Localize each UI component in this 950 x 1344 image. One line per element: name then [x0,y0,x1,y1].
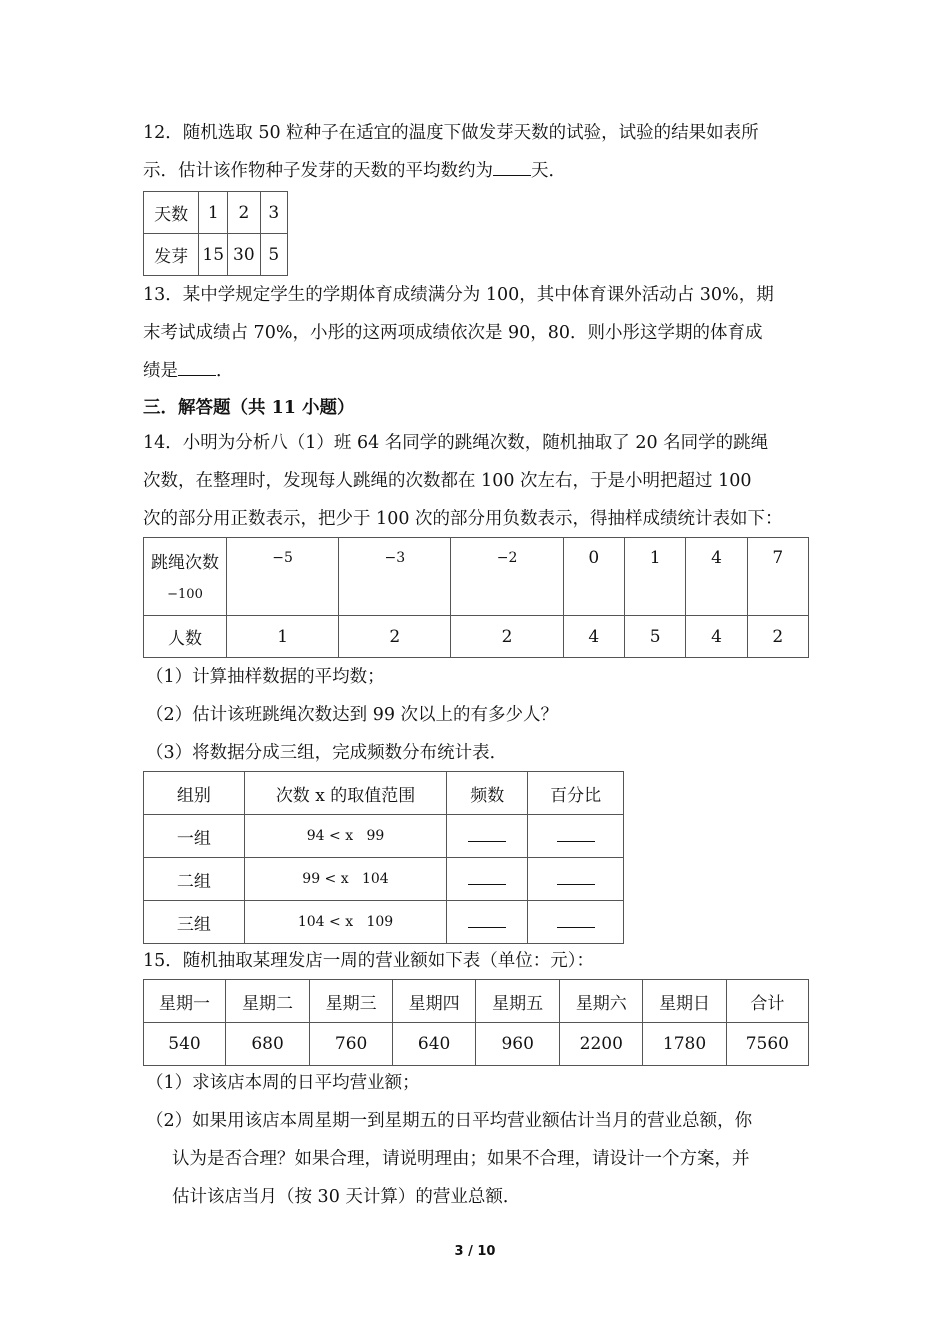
answer-blank [468,909,506,928]
answer-blank [557,909,595,928]
count-cell: 2 [747,616,808,658]
q12-cell: 30 [228,234,261,276]
revenue-table [143,979,809,1066]
count-cell: 2 [339,616,451,658]
percent-blank-cell [528,815,624,858]
answer-blank [557,823,595,842]
q13-line2: 末考试成绩占 70%，小彤的这两项成绩依次是 90，80．则小彤这学期的体育成 [143,323,763,343]
jump-rope-table [143,537,809,658]
q14-sub1: （1）计算抽样数据的平均数； [146,667,385,687]
answer-blank [178,357,216,376]
q12-cell: 天数 [144,192,199,234]
value-cell: 1 [624,538,685,616]
value-cell: −3 [339,538,451,616]
jump-count-header [144,538,227,616]
freq-header: 频数 [447,772,528,815]
q13-line1: 13．某中学规定学生的学期体育成绩满分为 100，其中体育课外活动占 30%，期 [143,285,774,305]
revenue-cell: 540 [144,1023,226,1066]
revenue-cell: 1780 [643,1023,726,1066]
answer-blank [557,866,595,885]
q12-cell: 15 [199,234,228,276]
q12-cell: 3 [260,192,287,234]
value-cell: 4 [686,538,747,616]
q12-line1: 12．随机选取 50 粒种子在适宜的温度下做发芽天数的试验，试验的结果如表所 [143,123,759,143]
frequency-blank-cell [447,901,528,944]
q15-sub2-line2: 认为是否合理？如果合理，请说明理由；如果不合理，请设计一个方案，并 [172,1149,750,1169]
weekday-header: 星期四 [393,980,476,1023]
weekday-header: 星期六 [560,980,643,1023]
q14-line2: 次数，在整理时，发现每人跳绳的次数都在 100 次左右，于是小明把超过 100 [143,471,752,491]
q15-sub2-line1: （2）如果用该店本周星期一到星期五的日平均营业额估计当月的营业总额，你 [146,1111,753,1131]
value-cell: 7 [747,538,808,616]
q14-line3: 次的部分用正数表示，把少于 100 次的部分用负数表示，得抽样成绩统计表如下： [143,509,783,529]
answer-blank [468,823,506,842]
q13-line3-end: ． [216,361,234,381]
frequency-table [143,771,624,944]
total-header: 合计 [726,980,808,1023]
q15-sub1: （1）求该店本周的日平均营业额； [146,1073,420,1093]
value-cell: −5 [227,538,339,616]
q13-line3 [143,353,813,389]
weekday-header: 星期五 [476,980,560,1023]
weekday-header: 星期二 [226,980,310,1023]
weekday-header: 星期一 [144,980,226,1023]
frequency-blank-cell [447,815,528,858]
q12-cell: 2 [228,192,261,234]
range-cell: 99 < x 104 [244,858,447,901]
q12-cell: 发芽 [144,234,199,276]
page-number: 3 / 10 [454,1244,496,1259]
revenue-cell: 760 [310,1023,393,1066]
q12-line2-end: 天． [531,161,566,181]
freq-header: 次数 x 的取值范围 [244,772,447,815]
weekday-header: 星期日 [643,980,726,1023]
q12-line2-text: 示．估计该作物种子发芽的天数的平均数约为 [143,161,493,181]
q14-line1: 14．小明为分析八（1）班 64 名同学的跳绳次数，随机抽取了 20 名同学的跳绳 [143,433,769,453]
range-cell: 104 < x 109 [244,901,447,944]
weekday-header: 星期三 [310,980,393,1023]
revenue-cell: 640 [393,1023,476,1066]
count-cell: 4 [563,616,624,658]
count-cell: 2 [451,616,563,658]
count-cell: 1 [227,616,339,658]
count-cell: 4 [686,616,747,658]
q14-sub2: （2）估计该班跳绳次数达到 99 次以上的有多少人？ [146,705,559,725]
freq-header: 组别 [144,772,245,815]
count-label: 人数 [144,616,227,658]
total-cell: 7560 [726,1023,808,1066]
q12-table [143,191,288,276]
freq-header: 百分比 [528,772,624,815]
q13-line3-text: 绩是 [143,361,178,381]
q12-cell: 5 [260,234,287,276]
header-offset: −100 [167,587,203,602]
section-heading: 三．解答题（共 11 小题） [143,398,355,418]
revenue-cell: 680 [226,1023,310,1066]
header-label: 跳绳次数 [151,553,219,573]
frequency-blank-cell [447,858,528,901]
group-cell: 三组 [144,901,245,944]
percent-blank-cell [528,858,624,901]
q15-sub2-line3: 估计该店当月（按 30 天计算）的营业总额． [172,1187,521,1207]
range-cell: 94 < x 99 [244,815,447,858]
group-cell: 一组 [144,815,245,858]
q15-line1: 15．随机抽取某理发店一周的营业额如下表（单位：元）： [143,951,595,971]
percent-blank-cell [528,901,624,944]
q12-cell: 1 [199,192,228,234]
q12-line2 [143,153,813,189]
answer-blank [493,157,531,176]
revenue-cell: 960 [476,1023,560,1066]
count-cell: 5 [624,616,685,658]
revenue-cell: 2200 [560,1023,643,1066]
value-cell: 0 [563,538,624,616]
q14-sub3: （3）将数据分成三组，完成频数分布统计表． [146,743,508,763]
answer-blank [468,866,506,885]
value-cell: −2 [451,538,563,616]
group-cell: 二组 [144,858,245,901]
